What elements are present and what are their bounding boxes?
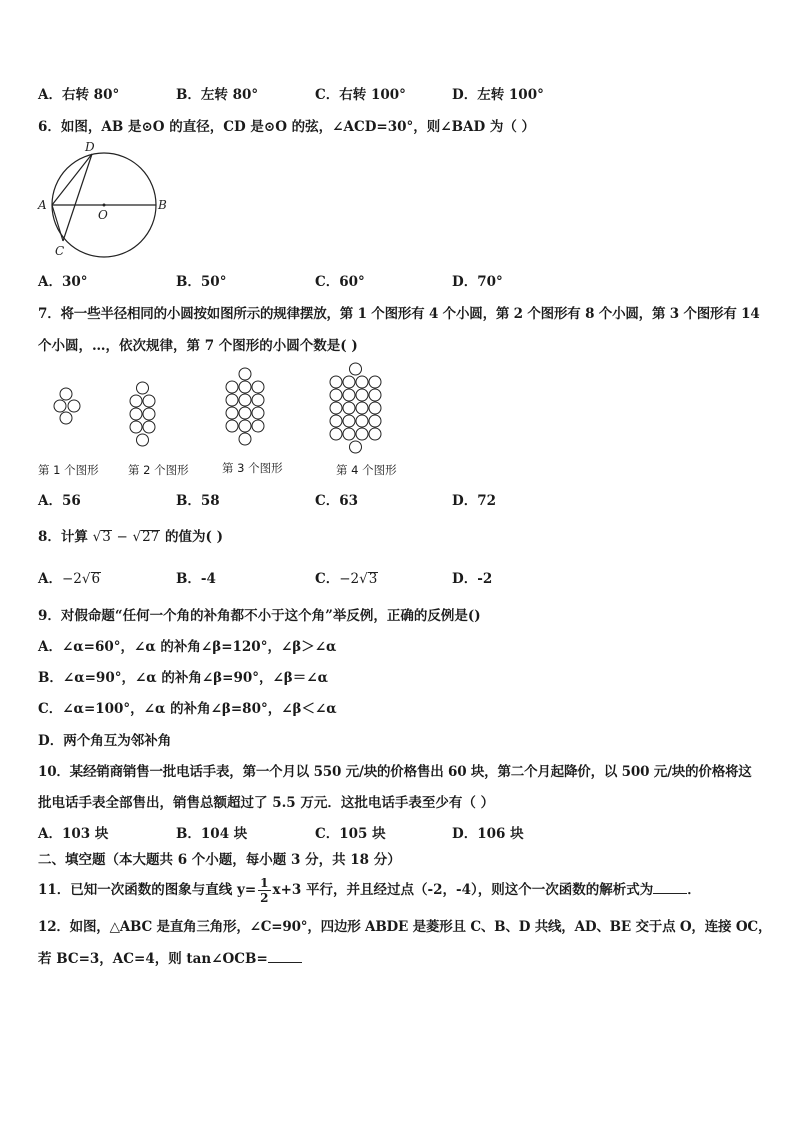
small-circle	[68, 400, 80, 412]
q8-stem-suffix: 的值为( )	[165, 529, 224, 545]
q8-option-c-radicand: 3	[368, 571, 378, 587]
q11-stem-prefix: 11．已知一次函数的图象与直线 y=	[38, 882, 257, 898]
small-circle	[330, 428, 342, 440]
small-circle	[356, 402, 368, 414]
q6-option-a: A．30°	[38, 274, 88, 290]
q8-option-a-label: A．	[38, 571, 62, 587]
q8-option-b	[176, 567, 216, 587]
q7-option-a: A．56	[38, 493, 81, 509]
q12-stem-line2-text: 若 BC=3，AC=4，则 tan∠OCB=	[38, 951, 268, 967]
q6-option-b: B．50°	[176, 274, 227, 290]
small-circle	[226, 420, 238, 432]
q8-option-a-radicand: 6	[91, 571, 101, 587]
q7-stem-line1: 7．将一些半径相同的小圆按如图所示的规律摆放，第 1 个图形有 4 个小圆，第 2 个图形有 8 个小圆，第 3 个图形有 14	[38, 306, 760, 322]
small-circle	[130, 408, 142, 420]
small-circle	[252, 420, 264, 432]
q9-option-b: B．∠α=90°，∠α 的补角∠β=90°，∠β＝∠α	[38, 670, 328, 686]
q9-option-d: D．两个角互为邻补角	[38, 733, 172, 749]
q8-option-c-coef: −2	[339, 571, 360, 587]
q11-fraction-denominator: 2	[260, 891, 269, 905]
pattern-3	[226, 368, 264, 445]
q5-option-a: A．右转 80°	[38, 87, 120, 103]
small-circle	[137, 382, 149, 394]
small-circle	[130, 421, 142, 433]
small-circle	[369, 376, 381, 388]
q8-option-a-coef: −2	[61, 571, 82, 587]
small-circle	[239, 394, 251, 406]
small-circle	[369, 415, 381, 427]
q8-option-a: A．−2√6	[38, 571, 101, 587]
small-circle	[226, 381, 238, 393]
q7-option-d: D．72	[452, 493, 496, 509]
small-circle	[369, 402, 381, 414]
q6-stem: 6．如图，AB 是⊙O 的直径，CD 是⊙O 的弦，∠ACD=30°，则∠BAD 为（ ）	[38, 119, 536, 135]
small-circle	[343, 389, 355, 401]
q7-caption-1: 第 1 个图形	[38, 463, 99, 477]
small-circle	[356, 389, 368, 401]
label-b: B	[158, 198, 167, 212]
q5-option-b: B．左转 80°	[176, 87, 259, 103]
small-circle	[252, 381, 264, 393]
chord-cd	[63, 154, 92, 241]
small-circle	[239, 433, 251, 445]
q8-option-b-label: B．	[176, 571, 201, 587]
q10-stem-line1: 10．某经销商销售一批电话手表，第一个月以 550 元/块的价格售出 60 块，第二个月起降价，以 500 元/块的价格将这	[38, 764, 752, 780]
small-circle	[356, 415, 368, 427]
q6-circle-figure	[34, 138, 174, 262]
small-circle	[239, 420, 251, 432]
q10-option-d: D．106 块	[452, 826, 524, 842]
small-circle	[130, 395, 142, 407]
small-circle	[226, 394, 238, 406]
pattern-2	[130, 382, 155, 446]
small-circle	[356, 428, 368, 440]
small-circle	[330, 376, 342, 388]
q11-answer-blank[interactable]	[653, 881, 687, 894]
q11-end: ．	[687, 882, 701, 898]
small-circle	[343, 415, 355, 427]
small-circle	[239, 381, 251, 393]
small-circle	[330, 415, 342, 427]
section-2-heading: 二、填空题（本大题共 6 个小题，每小题 3 分，共 18 分）	[38, 852, 401, 868]
small-circle	[143, 395, 155, 407]
q8-stem-prefix: 8．计算	[38, 529, 88, 545]
small-circle	[252, 394, 264, 406]
q11-fraction	[258, 876, 270, 905]
small-circle	[239, 368, 251, 380]
small-circle	[143, 421, 155, 433]
small-circle	[54, 400, 66, 412]
q7-stem-line2: 个小圆，…，依次规律，第 7 个图形的小圆个数是( )	[38, 338, 358, 354]
small-circle	[356, 376, 368, 388]
q9-option-a: A．∠α=60°，∠α 的补角∠β=120°，∠β＞∠α	[38, 639, 337, 655]
q8-option-b-value: -4	[200, 571, 216, 587]
chord-ac	[52, 205, 63, 241]
center-dot	[103, 204, 106, 207]
q7-caption-4: 第 4 个图形	[336, 463, 397, 477]
q6-option-d: D．70°	[452, 274, 503, 290]
small-circle	[343, 376, 355, 388]
q9-option-c: C．∠α=100°，∠α 的补角∠β=80°，∠β＜∠α	[38, 701, 337, 717]
q12-stem-line1: 12．如图，△ABC 是直角三角形，∠C=90°，四边形 ABDE 是菱形且 C、B、D 共线，AD、BE 交于点 O，连接 OC，	[38, 919, 772, 935]
q8-stem: 8．计算 √3 − √27 的值为( )	[38, 529, 224, 545]
q8-minus: −	[116, 529, 128, 545]
label-o: O	[98, 208, 108, 222]
small-circle	[239, 407, 251, 419]
q7-caption-3: 第 3 个图形	[222, 461, 283, 475]
q10-option-c: C．105 块	[315, 826, 386, 842]
small-circle	[330, 402, 342, 414]
q8-option-d-value: -2	[477, 571, 493, 587]
q11-stem-suffix: x+3 平行，并且经过点（-2，-4），则这个一次函数的解析式为	[272, 882, 654, 898]
small-circle	[226, 407, 238, 419]
small-circle	[369, 428, 381, 440]
q5-option-c: C．右转 100°	[315, 87, 406, 103]
small-circle	[350, 441, 362, 453]
small-circle	[343, 402, 355, 414]
small-circle	[60, 388, 72, 400]
small-circle	[60, 412, 72, 424]
q10-option-a: A．103 块	[38, 826, 109, 842]
small-circle	[137, 434, 149, 446]
small-circle	[143, 408, 155, 420]
small-circle	[330, 389, 342, 401]
q10-option-b: B．104 块	[176, 826, 248, 842]
q7-option-c: C．63	[315, 493, 359, 509]
q12-stem-line2	[38, 947, 302, 967]
q9-stem: 9．对假命题“任何一个角的补角都不小于这个角”举反例，正确的反例是()	[38, 608, 481, 624]
q11-fraction-numerator: 1	[260, 876, 269, 890]
q5-option-d: D．左转 100°	[452, 87, 544, 103]
pattern-1	[54, 388, 80, 424]
q10-stem-line2: 批电话手表全部售出，销售总额超过了 5.5 万元．这批电话手表至少有（ ）	[38, 795, 495, 811]
pattern-4	[330, 363, 381, 453]
q6-option-c: C．60°	[315, 274, 365, 290]
small-circle	[369, 389, 381, 401]
q7-caption-2: 第 2 个图形	[128, 463, 189, 477]
q8-option-c-label: C．	[315, 571, 340, 587]
q7-circles-figure	[38, 358, 418, 458]
q8-option-c: C．−2√3	[315, 571, 378, 587]
small-circle	[343, 428, 355, 440]
label-a: A	[38, 198, 47, 212]
q8-radicand-1: 3	[102, 529, 111, 545]
q12-answer-blank[interactable]	[268, 950, 302, 963]
q8-option-d-label: D．	[452, 571, 478, 587]
q7-option-b: B．58	[176, 493, 220, 509]
label-d: D	[85, 140, 95, 154]
small-circle	[252, 407, 264, 419]
small-circle	[350, 363, 362, 375]
q8-option-d	[452, 567, 492, 587]
label-c: C	[55, 244, 65, 258]
q11-stem	[38, 876, 701, 905]
q8-radicand-2: 27	[142, 529, 160, 545]
